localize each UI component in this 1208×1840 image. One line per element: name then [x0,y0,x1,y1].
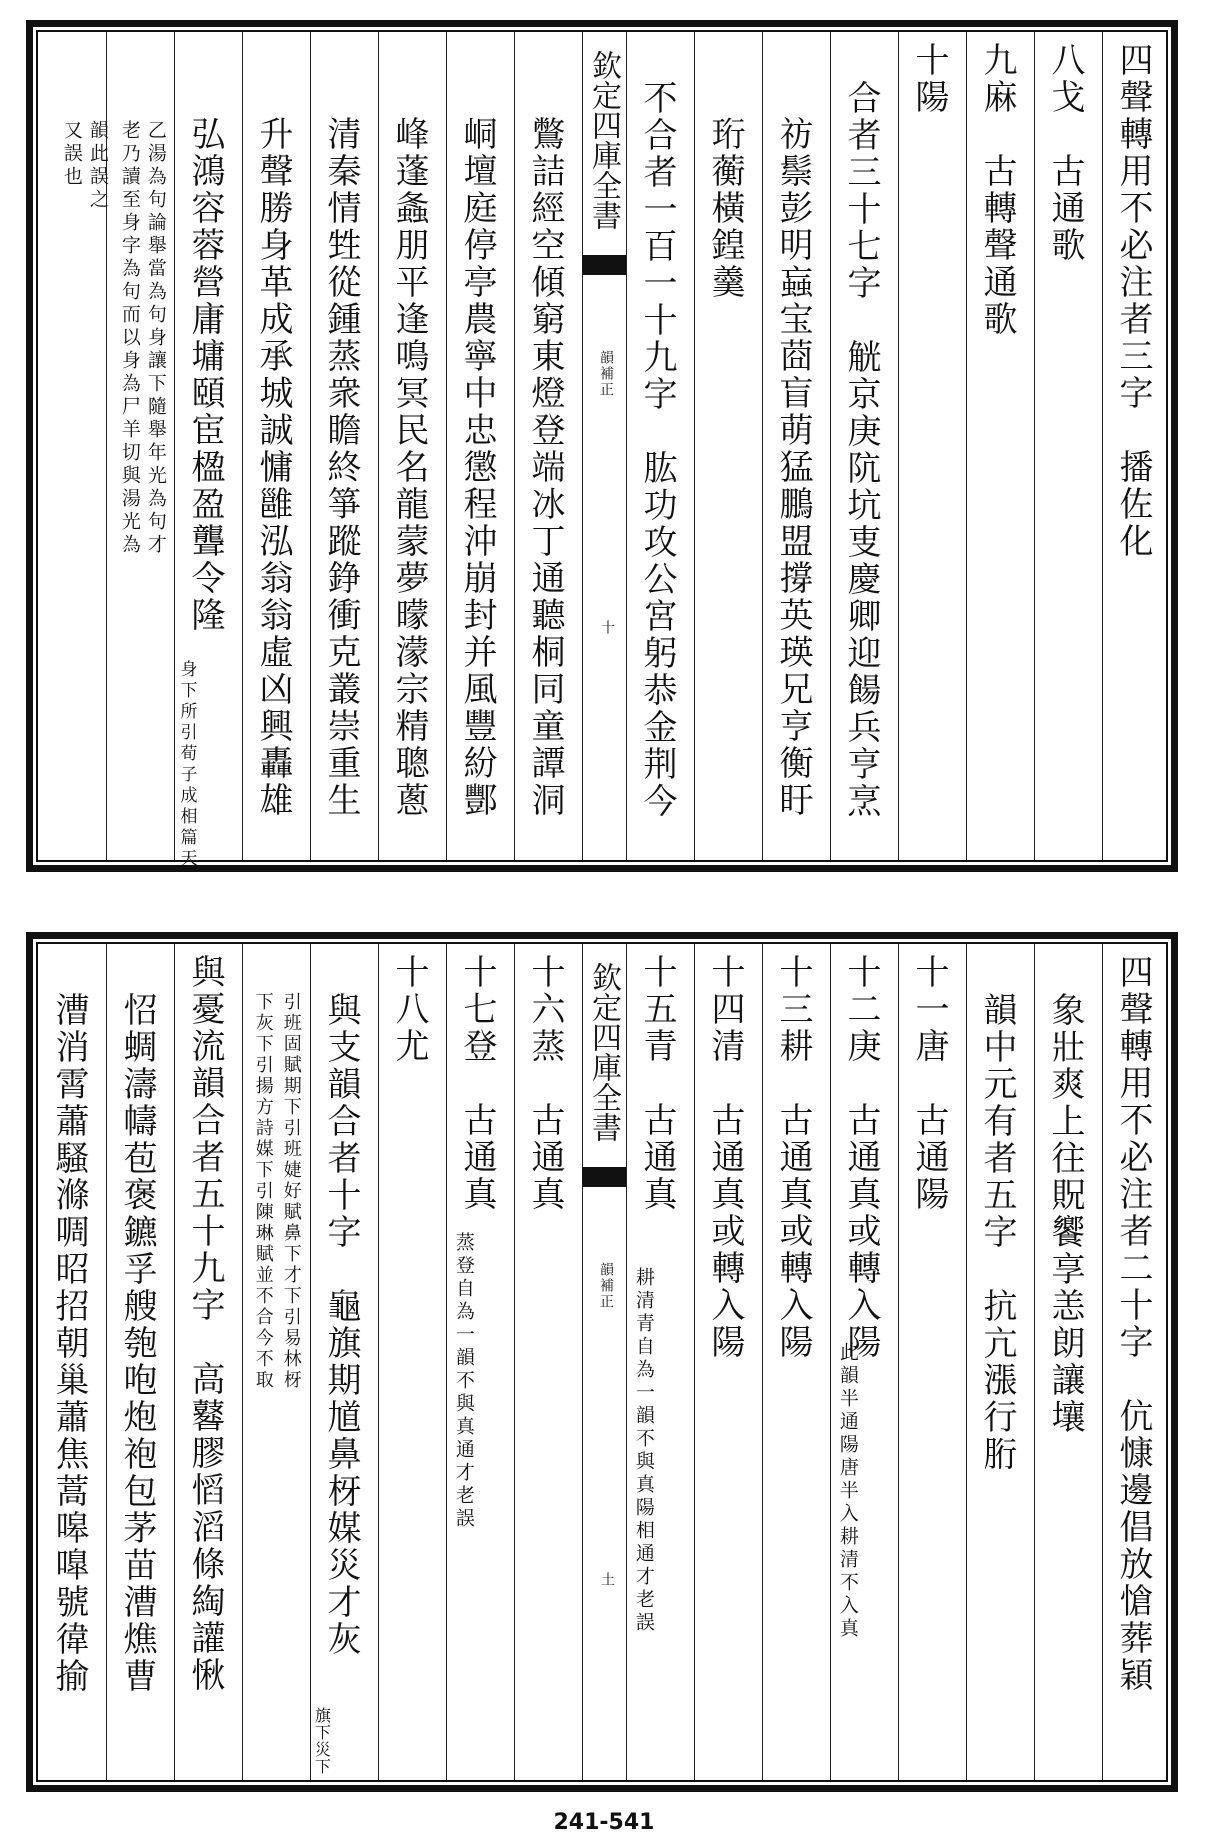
top-col-18: 又誤也 [60,120,83,189]
top-note-13: 身下所引荀子成相篇天 [176,660,197,870]
bottom-col-11: 十八尤 [389,954,429,1065]
bottom-col-8: 十五青 古通真 [637,954,677,1213]
bottom-note-qi: 旗下災下 [312,1707,332,1775]
bottom-note-qing: 耕清青自為一韻不與真陽相通才老誤 [632,1267,655,1635]
bottom-col-15: 與憂流韻合者五十九字 高鼛膠慆滔條綯讙愀 [185,954,225,1694]
bottom-col-10: 十七登 古通真 [457,954,497,1213]
top-col-6: 祊鬃彭明蝱宝莔盲萌猛鵬盟撐英瑛兄亨衡盱 [773,116,813,819]
top-banner-page: 十 [599,620,615,634]
bottom-note-geng: 此韻半通陽唐半入耕清不入真 [836,1342,859,1641]
top-page-panel [26,20,1178,872]
bottom-col-16: 怊蜩濤幬苞褒鑣孚艘匏咆炮袍包茅苗漕燋曹 [117,992,157,1695]
bottom-banner-page: 土 [599,1572,615,1586]
bottom-col-17: 漕消霄蕭騷滌啁昭招朝巢蕭焦蒿嗥嘷號徫揄 [49,992,89,1695]
bottom-banner-fishtail [582,1167,626,1187]
top-col-13: 升聲勝身革成承城誠慵雝泓翁翁虛凶興轟雄 [253,116,293,819]
bottom-note-deng: 蒸登自為一韻不與真通才老誤 [452,1232,475,1531]
top-col-1: 四聲轉用不必注者三字 播佐化 [1113,42,1153,560]
top-banner-fishtail [582,255,626,275]
top-col-3: 九麻 古轉聲通歌 [977,42,1017,338]
top-col-17: 韻此誤之 [86,120,109,212]
top-col-11: 峰蓬螽朋平逢鳴冥民名龍蒙夢曚濛宗精聰蔥 [389,116,429,819]
bottom-col-4: 十一唐 古通陽 [909,954,949,1213]
page-number: 241-541 [553,1810,655,1835]
bottom-col-6: 十三耕 古通真或轉入陽 [773,954,813,1361]
top-col-8: 不合者一百一十九字 肱功攻公宮躬恭金荆今 [637,80,677,820]
top-col-5: 合者三十七字 觥京庚阬坑叓慶卿迎餳兵亨烹 [841,80,881,820]
top-col-2: 八戈 古通歌 [1045,42,1085,264]
top-col-15: 乙湯為句論舉當為句身讓下隨舉年光為句才 [144,120,167,557]
bottom-col-3: 韻中元有者五字 抗亢漲行胻 [977,992,1017,1473]
top-col-7: 珩蘅橫鍠羹 [705,116,745,301]
bottom-col-12: 與支韻合者十字 龜旗期馗鼻枒媒災才灰 [321,992,361,1658]
top-banner-subtitle: 韻補正 [598,350,614,398]
top-col-10: 峒壇庭停亭農寧中忠懲程沖崩封并風豐紛酆 [457,116,497,819]
top-col-14: 弘鴻容蓉營庸墉頤宦楹盈聾令隆 [185,116,225,634]
top-col-16: 老乃讀至身字為句而以身為尸羊切與湯光為 [118,120,141,557]
bottom-banner-title: 欽定四庫全書 [586,962,621,1142]
bottom-col-1: 四聲轉用不必注者二十字 伉慷邊倡放愴葬穎 [1113,954,1153,1694]
bottom-banner-subtitle: 韻補正 [598,1262,614,1310]
top-col-4: 十陽 [909,42,949,116]
bottom-col-13: 引班固賦期下引班婕好賦鼻下才下引易林枒 [280,992,302,1391]
top-col-12: 清秦情甡從鍾蒸衆瞻終箏蹤錚衝克叢崇重生 [321,116,361,819]
bottom-col-2: 象壯爽上往貺饗享恙朗讓壤 [1045,992,1085,1436]
top-banner-title: 欽定四庫全書 [586,50,621,230]
bottom-col-5: 十二庚 古通真或轉入陽 [841,954,881,1361]
bottom-col-7: 十四清 古通真或轉入陽 [705,954,745,1361]
top-col-9: 鷩詰經空傾窮東燈登端冰丁通聽桐同童譚洞 [525,116,565,819]
bottom-page-panel [26,932,1178,1792]
bottom-col-9: 十六蒸 古通真 [525,954,565,1213]
bottom-col-14: 下灰下引揚方詩媒下引陳琳賦並不合今不取 [252,992,274,1391]
